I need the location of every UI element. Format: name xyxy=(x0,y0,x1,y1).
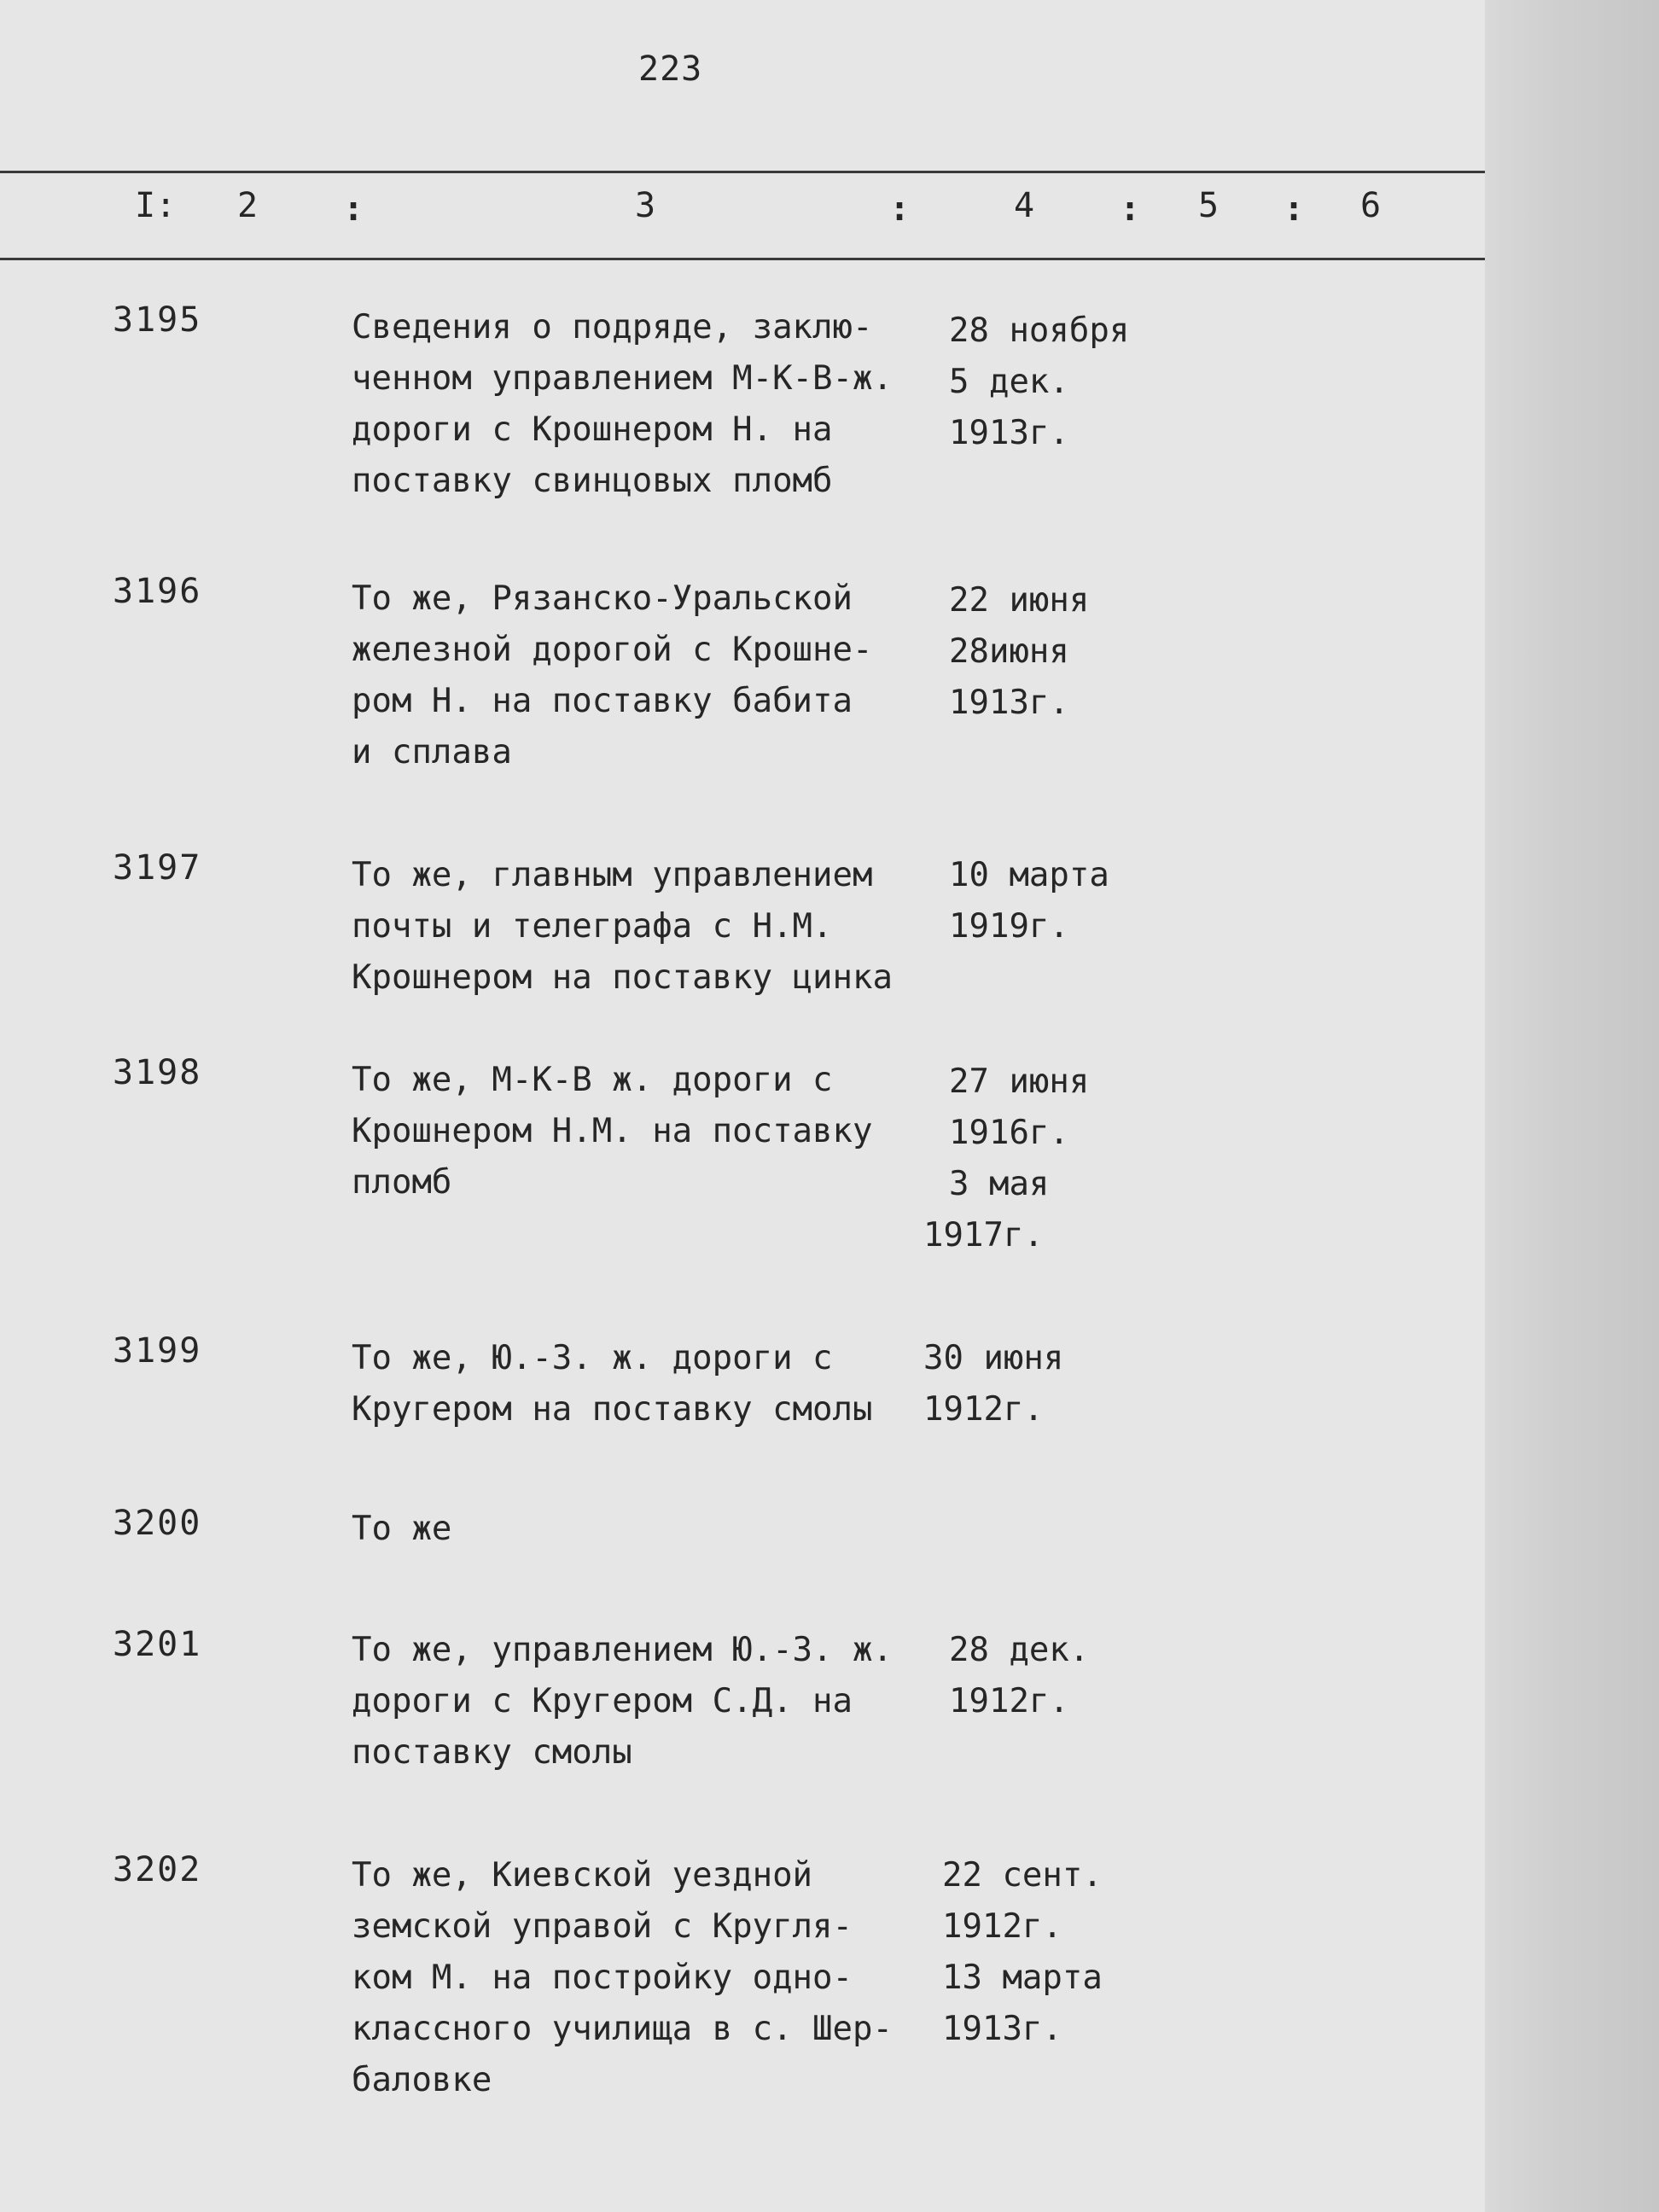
date-line: 27 июня xyxy=(949,1062,1090,1101)
header-top-rule xyxy=(0,171,1485,173)
description-line: ченном управлением М-К-В-ж. xyxy=(352,359,893,398)
entry-description xyxy=(352,1850,949,2106)
date-line: 5 дек. xyxy=(949,363,1069,401)
description-line: поставку свинцовых пломб xyxy=(352,462,833,500)
description-line: почты и телеграфа с Н.М. xyxy=(352,907,833,946)
column-header-4: 4 xyxy=(1014,186,1035,225)
description-line: То же, Рязанско-Уральской xyxy=(352,579,853,618)
description-line: То же, Киевской уездной xyxy=(352,1856,813,1895)
description-line: железной дорогой с Крошне- xyxy=(352,631,873,669)
entry-number: 3197 xyxy=(113,848,202,888)
entry-number: 3201 xyxy=(113,1625,202,1664)
column-header-5: 5 xyxy=(1198,186,1220,225)
date-line: 1917г. xyxy=(923,1216,1044,1254)
entry-description xyxy=(352,1625,949,1778)
date-line: 30 июня xyxy=(923,1339,1064,1377)
date-line: 28июня xyxy=(949,632,1069,671)
description-line: и сплава xyxy=(352,733,512,771)
page-number: 223 xyxy=(638,49,703,89)
column-header-2: 2 xyxy=(237,186,259,225)
description-line: Крошнером на поставку цинка xyxy=(352,958,893,997)
entry-dates xyxy=(949,306,1129,459)
description-line: дороги с Крошнером Н. на xyxy=(352,410,833,449)
entry-number: 3202 xyxy=(113,1850,202,1889)
page-edge-shadow xyxy=(1485,0,1659,2212)
entry-dates xyxy=(942,1850,1103,2055)
date-line: 1912г. xyxy=(949,1682,1069,1720)
entry-dates xyxy=(923,1057,1090,1261)
date-line: 13 марта xyxy=(942,1959,1103,1997)
entry-number: 3196 xyxy=(113,572,202,611)
description-line: ром Н. на поставку бабита xyxy=(352,682,853,720)
entry-number: 3200 xyxy=(113,1504,202,1543)
description-line: Крошнером Н.М. на поставку xyxy=(352,1112,873,1150)
description-line: баловке xyxy=(352,2061,492,2099)
description-line: поставку смолы xyxy=(352,1733,632,1772)
date-line: 1913г. xyxy=(942,2010,1062,2048)
description-line: классного училища в с. Шер- xyxy=(352,2010,893,2048)
date-line: 3 мая xyxy=(949,1165,1050,1203)
date-line: 10 марта xyxy=(949,856,1109,894)
date-line: 1916г. xyxy=(949,1114,1069,1152)
description-line: То же, М-К-В ж. дороги с xyxy=(352,1061,833,1099)
date-line: 1912г. xyxy=(942,1907,1062,1946)
header-bottom-rule xyxy=(0,258,1485,260)
date-line: 22 июня xyxy=(949,581,1090,620)
column-separator: : xyxy=(1284,189,1305,229)
date-line: 28 ноября xyxy=(949,311,1130,350)
description-line: То же, управлением Ю.-З. ж. xyxy=(352,1631,893,1669)
date-line: 1919г. xyxy=(949,907,1069,946)
entry-number: 3199 xyxy=(113,1331,202,1371)
entry-number: 3195 xyxy=(113,300,202,340)
column-header-1: I: xyxy=(135,186,177,225)
description-line: пломб xyxy=(352,1163,452,1202)
entry-description xyxy=(352,1504,949,1555)
entry-dates xyxy=(949,1625,1089,1727)
column-header-6: 6 xyxy=(1360,186,1382,225)
date-line: 1913г. xyxy=(949,414,1069,452)
entry-description xyxy=(352,573,949,778)
description-line: земской управой с Кругля- xyxy=(352,1907,853,1946)
column-separator: : xyxy=(889,189,911,229)
description-line: ком М. на постройку одно- xyxy=(352,1959,853,1997)
entry-dates xyxy=(949,850,1109,952)
entry-dates xyxy=(949,575,1089,729)
date-line: 28 дек. xyxy=(949,1631,1090,1669)
entry-description xyxy=(352,302,949,507)
description-line: То же, Ю.-З. ж. дороги с xyxy=(352,1339,833,1377)
entry-description xyxy=(352,1333,949,1435)
column-separator: : xyxy=(1120,189,1141,229)
date-line: 1912г. xyxy=(923,1390,1044,1429)
column-header-3: 3 xyxy=(635,186,656,225)
description-line: дороги с Кругером С.Д. на xyxy=(352,1682,853,1720)
entry-number: 3198 xyxy=(113,1053,202,1092)
date-line: 1913г. xyxy=(949,684,1069,722)
description-line: Кругером на поставку смолы xyxy=(352,1390,873,1429)
date-line: 22 сент. xyxy=(942,1856,1103,1895)
entry-dates xyxy=(923,1333,1063,1435)
description-line: То же xyxy=(352,1510,452,1548)
description-line: То же, главным управлением xyxy=(352,856,873,894)
description-line: Сведения о подряде, заклю- xyxy=(352,308,873,346)
column-separator: : xyxy=(343,189,364,229)
entry-description xyxy=(352,1055,949,1208)
entry-description xyxy=(352,850,949,1004)
